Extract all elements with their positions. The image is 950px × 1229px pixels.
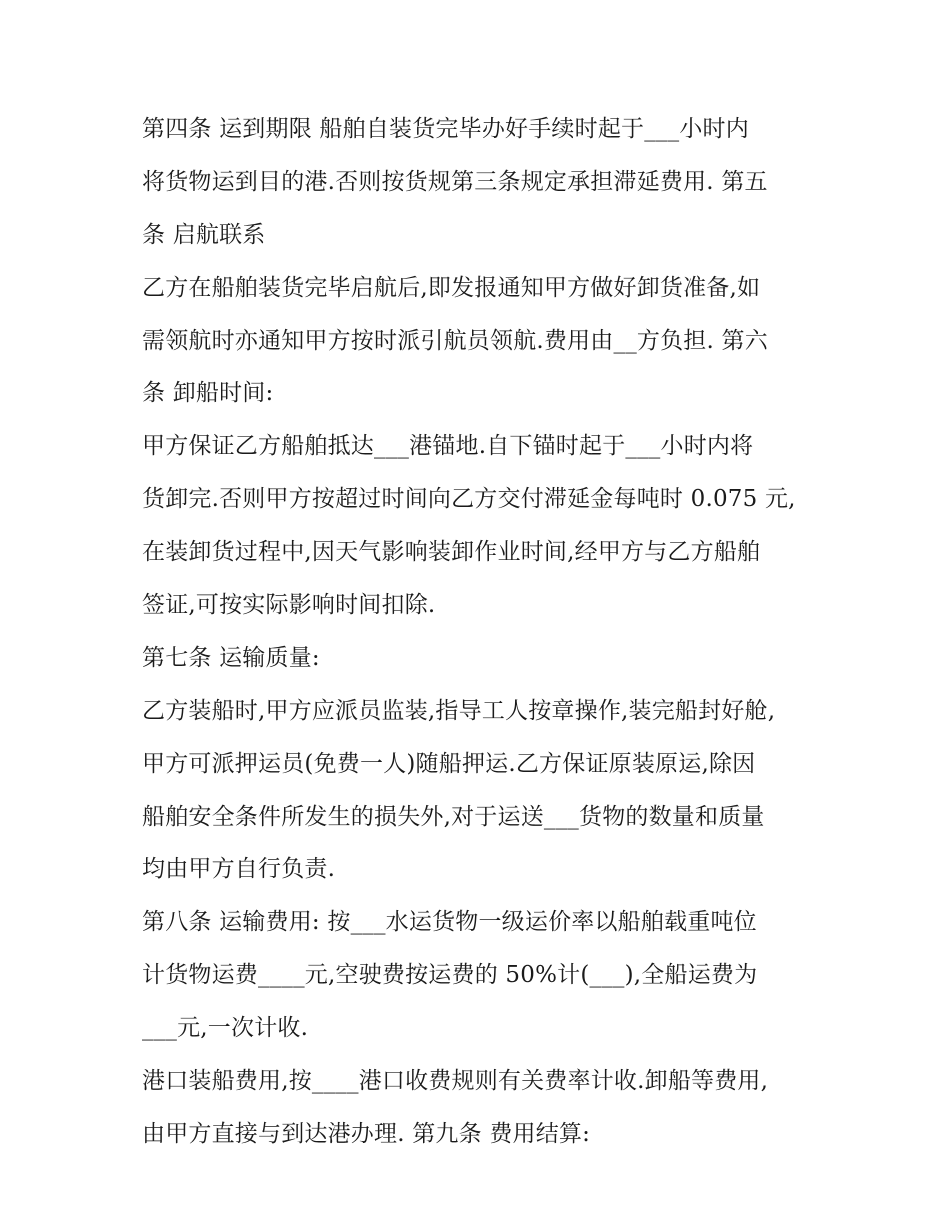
text-line: 港口装船费用,按____港口收费规则有关费率计收.卸船等费用,: [142, 1068, 769, 1095]
text-line: ___元,一次计收.: [142, 1015, 309, 1042]
text-line: 签证,可按实际影响时间扣除.: [142, 592, 436, 619]
text-line: 在装卸货过程中,因天气影响装卸作业时间,经甲方与乙方船舶: [142, 539, 761, 566]
text-line: 将货物运到目的港.否则按货规第三条规定承担滞延费用. 第五: [142, 168, 768, 195]
text-line: 乙方装船时,甲方应派员监装,指导工人按章操作,装完船封好舱,: [142, 697, 776, 724]
text-line: 条 启航联系: [142, 221, 266, 248]
text-line: 船舶安全条件所发生的损失外,对于运送___货物的数量和质量: [142, 803, 765, 830]
text-line: 乙方在船舶装货完毕启航后,即发报通知甲方做好卸货准备,如: [142, 274, 761, 301]
text-line: 需领航时亦通知甲方按时派引航员领航.费用由__方负担. 第六: [142, 327, 768, 354]
text-line: 计货物运费____元,空驶费按运费的 50%计(___),全船运费为: [142, 962, 758, 989]
text-line: 第八条 运输费用: 按___水运货物一级运价率以船舶载重吨位: [142, 909, 757, 936]
text-line: 甲方保证乙方船舶抵达___港锚地.自下锚时起于___小时内将: [142, 433, 754, 460]
document-body: [142, 106, 822, 1164]
text-line: 由甲方直接与到达港办理. 第九条 费用结算:: [142, 1120, 591, 1147]
text-line: 第七条 运输质量:: [142, 644, 320, 671]
text-line: 条 卸船时间:: [142, 380, 274, 407]
text-line: 甲方可派押运员(免费一人)随船押运.乙方保证原装原运,除因: [142, 750, 756, 777]
text-line: 均由甲方自行负责.: [142, 856, 336, 883]
text-line: 货卸完.否则甲方按超过时间向乙方交付滞延金每吨时 0.075 元,: [142, 486, 796, 513]
text-line: 第四条 运到期限 船舶自装货完毕办好手续时起于___小时内: [142, 116, 749, 142]
